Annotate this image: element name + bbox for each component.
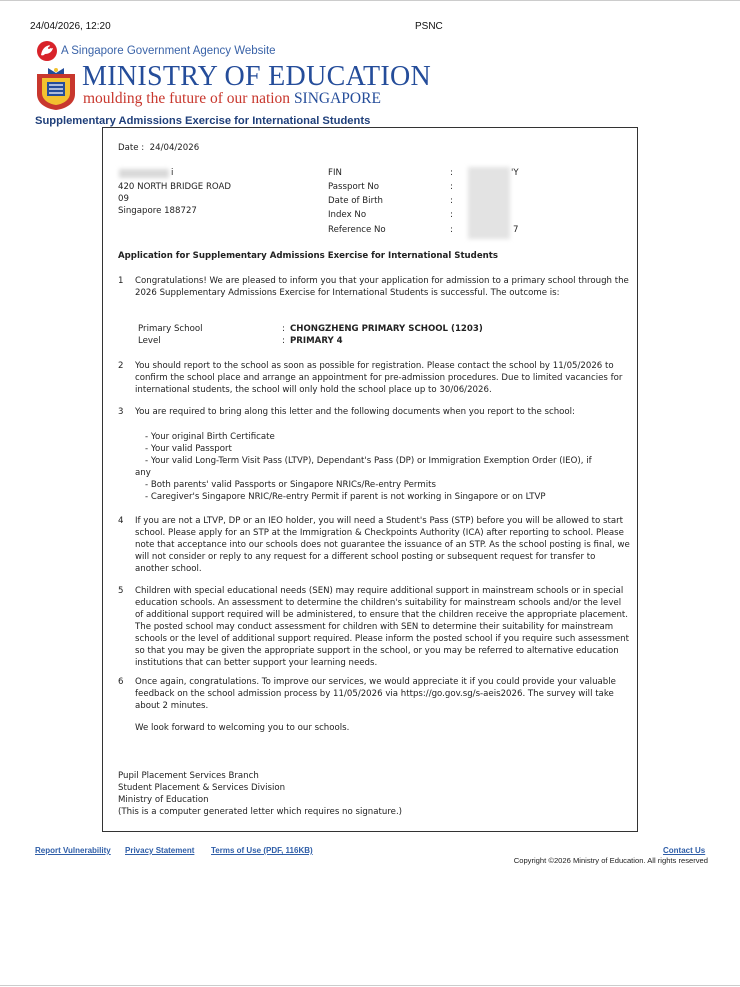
- field-passport-label: Passport No: [328, 182, 380, 192]
- terms-of-use-link[interactable]: Terms of Use (PDF, 116KB): [211, 846, 313, 855]
- redacted-name: [119, 169, 169, 178]
- address-line1: 420 NORTH BRIDGE ROAD: [118, 182, 232, 192]
- para-2-text: You should report to the school as soon as possible for registration. Please contact the school by 11/05/2026 to confirm the school place and arrange an appointment for pre-admission procedures. Due to limited vacancies for international students, the school will only hold the school place up to 30/06/2026.: [135, 361, 623, 395]
- print-title: PSNC: [415, 21, 443, 32]
- para-2-number: 2: [118, 361, 124, 371]
- document-item: - Caregiver's Singapore NRIC/Re-entry Permit if parent is not working in Singapore or on LTVP: [145, 492, 546, 502]
- para-5-text: Children with special educational needs (SEN) may require additional support in mainstream schools or in special education schools. An assessment to determine the children's suitability for mainstream schools and/or the level of additional support required will be administered, to ensure that the children receive the appropriate placement. The posted school may conduct assessment for children with SEN to determine their suitability for mainstream schools or the level of additional support required. Please inform the posted school if you require such assessment so that you may be given the appropriate support in the school, or you may be referred to alternative education institutions that can better support your learning needs.: [135, 586, 629, 668]
- document-item-continued: any: [135, 468, 151, 478]
- signature-line: Pupil Placement Services Branch: [118, 771, 259, 781]
- outcome-level-label: Level: [138, 336, 161, 346]
- field-ref-value-tail: 7: [513, 225, 519, 235]
- document-item: - Both parents' valid Passports or Singapore NRICs/Re-entry Permits: [145, 480, 436, 490]
- address-name-tail: i: [171, 168, 174, 178]
- field-dob-colon: :: [450, 196, 453, 206]
- gov-banner-text: A Singapore Government Agency Website: [61, 45, 276, 57]
- para-4-number: 4: [118, 516, 124, 526]
- tagline-main: moulding the future of our nation: [83, 90, 291, 107]
- ministry-title: MINISTRY OF EDUCATION: [82, 61, 432, 92]
- para-4-text: If you are not a LTVP, DP or an IEO holder, you will need a Student's Pass (STP) before you will be allowed to start school. Please apply for an STP at the Immigration & Checkpoints Authority (ICA) after reporting to school. Please note that acceptance into our schools does not guarantee the issuance of an STP. As the school posting is final, we will not consider or reply to any request for a different school posting or subsequent request for transfer to another school.: [135, 516, 630, 574]
- para-3-number: 3: [118, 407, 124, 417]
- page-top-border: [0, 0, 740, 1]
- gov-banner[interactable]: [36, 41, 276, 61]
- letter-date: [118, 142, 199, 154]
- para-6-text: Once again, congratulations. To improve our services, we would appreciate it if you could provide your valuable feedback on the school admission process by 11/05/2026 via https://go.gov.sg/s-aeis2026. The survey will take about 2 minutes.: [135, 677, 616, 711]
- tagline-country: SINGAPORE: [293, 90, 381, 107]
- document-item: - Your valid Long-Term Visit Pass (LTVP), Dependant's Pass (DP) or Immigration Exemption Order (IEO), if: [145, 456, 592, 466]
- page-heading: Supplementary Admissions Exercise for International Students: [35, 115, 371, 127]
- moe-crest-icon: [35, 66, 77, 111]
- para-1-text: Congratulations! We are pleased to inform you that your application for admission to a primary school through the 2026 Supplementary Admissions Exercise for International Students is successful. The outcome is:: [135, 276, 629, 298]
- contact-us-link[interactable]: Contact Us: [663, 846, 706, 855]
- address-line2: 09: [118, 194, 129, 204]
- report-vulnerability-link[interactable]: Report Vulnerability: [35, 846, 111, 855]
- field-fin-label: FIN: [328, 168, 342, 178]
- redacted-identity-values: [468, 167, 510, 239]
- letter-subject: Application for Supplementary Admissions Exercise for International Students: [118, 251, 498, 261]
- address-line3: Singapore 188727: [118, 206, 197, 216]
- field-index-label: Index No: [328, 210, 367, 220]
- privacy-statement-link[interactable]: Privacy Statement: [125, 846, 195, 855]
- date-label: Date :: [118, 143, 145, 153]
- para-5-number: 5: [118, 586, 124, 596]
- print-datetime: 24/04/2026, 12:20: [30, 21, 111, 32]
- para-3-text: You are required to bring along this letter and the following documents when you report to the school:: [135, 407, 575, 417]
- ministry-tagline: [83, 90, 381, 108]
- field-index-colon: :: [450, 210, 453, 220]
- closing-line: We look forward to welcoming you to our schools.: [135, 723, 350, 733]
- field-passport-colon: :: [450, 182, 453, 192]
- outcome-level-colon: :: [282, 336, 285, 346]
- copyright-text: Copyright ©2026 Ministry of Education. All rights reserved: [513, 856, 708, 865]
- signature-line: Ministry of Education: [118, 795, 209, 805]
- para-6-number: 6: [118, 677, 124, 687]
- document-item: - Your valid Passport: [145, 444, 232, 454]
- field-dob-label: Date of Birth: [328, 196, 383, 206]
- para-1-number: 1: [118, 276, 124, 286]
- page-bottom-border: [0, 985, 740, 986]
- outcome-school-value: CHONGZHENG PRIMARY SCHOOL (1203): [290, 324, 483, 334]
- signature-line: Student Placement & Services Division: [118, 783, 286, 793]
- outcome-level-value: PRIMARY 4: [290, 336, 343, 346]
- merlion-lion-icon: [36, 40, 58, 62]
- signature-line: (This is a computer generated letter which requires no signature.): [118, 807, 403, 817]
- field-ref-label: Reference No: [328, 225, 386, 235]
- outcome-school-colon: :: [282, 324, 285, 334]
- field-ref-colon: :: [450, 225, 453, 235]
- field-fin-colon: :: [450, 168, 453, 178]
- outcome-school-label: Primary School: [138, 324, 203, 334]
- field-fin-value-tail: 'Y: [511, 168, 519, 178]
- date-value: 24/04/2026: [149, 143, 200, 153]
- document-item: - Your original Birth Certificate: [145, 432, 275, 442]
